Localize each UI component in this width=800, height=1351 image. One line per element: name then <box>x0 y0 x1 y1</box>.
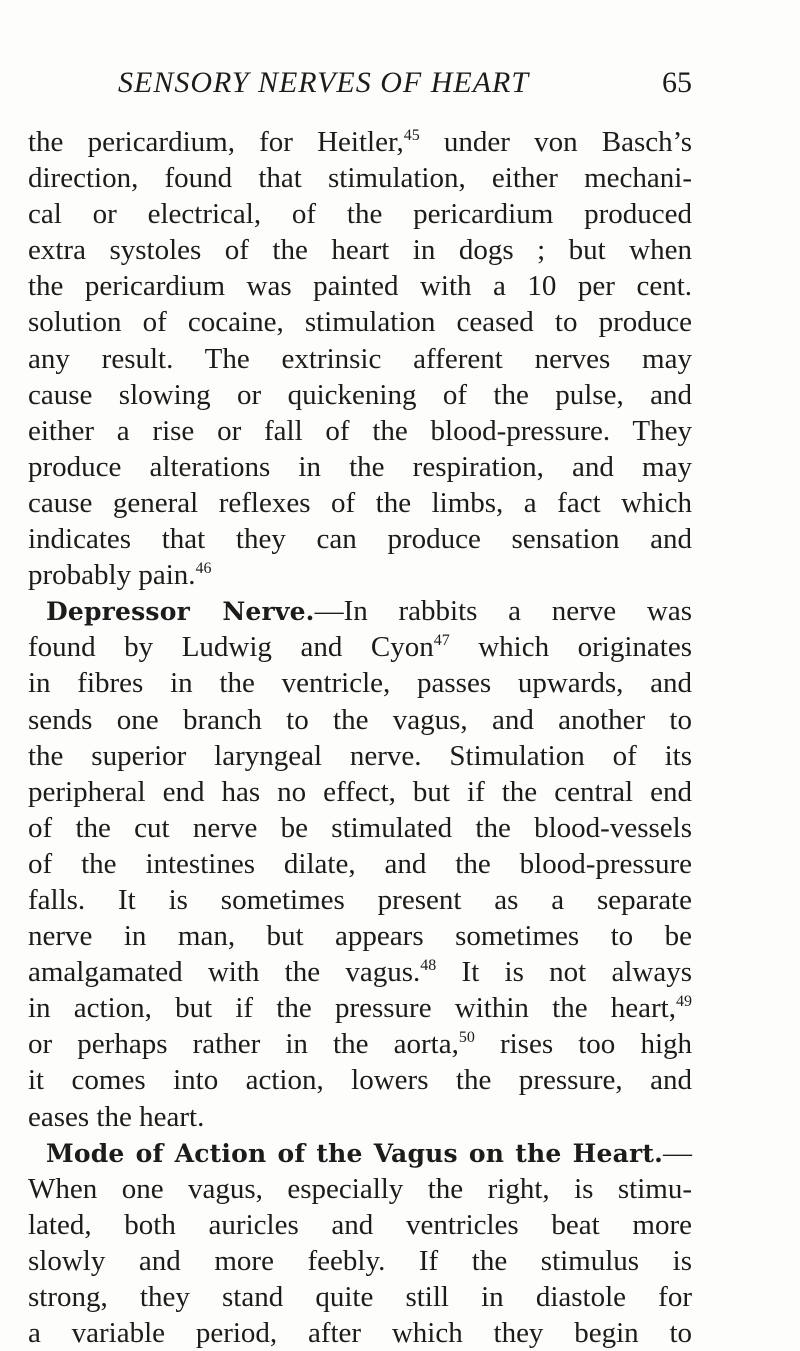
text-line <box>28 521 692 557</box>
text-run: the pericardium, for Heitler, <box>28 126 404 158</box>
text-run: either a rise or fall of the blood-pressure. They <box>28 414 692 447</box>
text-run: sends one branch to the vagus, and another to <box>28 703 692 736</box>
text-line <box>28 196 692 232</box>
text-run: cal or electrical, of the pericardium produced <box>28 198 692 231</box>
text-run: cause slowing or quickening of the pulse, and <box>28 378 692 411</box>
text-run: the superior laryngeal nerve. Stimulation of its <box>28 739 692 772</box>
text-line <box>28 304 692 340</box>
text-line <box>28 1171 692 1207</box>
text-run: peripheral end has no effect, but if the central end <box>28 775 692 808</box>
text-run: slowly and more feebly. If the stimulus is <box>28 1244 692 1277</box>
text-run: eases the heart. <box>28 1100 205 1133</box>
text-run: rises too high <box>474 1028 692 1061</box>
text-run: it comes into action, lowers the pressure, and <box>28 1064 692 1097</box>
text-line <box>28 629 692 665</box>
text-run: cause general reflexes of the limbs, a fact which <box>28 486 692 519</box>
text-run: lated, both auricles and ventricles beat more <box>28 1208 692 1241</box>
text-run: in action, but if the pressure within the heart, <box>28 992 676 1025</box>
text-run: any result. The extrinsic afferent nerves may <box>28 342 692 375</box>
text-line <box>28 1099 692 1135</box>
footnote-ref: 49 <box>676 993 692 1011</box>
text-line <box>28 1207 692 1243</box>
text-line <box>28 665 692 701</box>
text-line <box>28 846 692 882</box>
text-run: of the intestines dilate, and the blood-pressure <box>28 847 692 880</box>
text-line <box>28 449 692 485</box>
text-run: extra systoles of the heart in dogs ; but when <box>28 234 692 267</box>
text-line <box>28 124 692 160</box>
text-line <box>28 990 692 1026</box>
text-run: direction, found that stimulation, either mechani- <box>28 162 692 195</box>
text-line <box>28 882 692 918</box>
text-line <box>28 593 692 629</box>
body-text <box>28 124 692 1351</box>
text-run: found by Ludwig and Cyon <box>28 631 434 664</box>
section-heading: Depressor Nerve. <box>46 597 315 627</box>
text-line <box>28 954 692 990</box>
text-run: of the cut nerve be stimulated the blood-vessels <box>28 811 692 844</box>
text-line <box>28 485 692 521</box>
text-line <box>28 377 692 413</box>
text-run: strong, they stand quite still in diastole for <box>28 1281 692 1313</box>
page-number: 65 <box>662 66 692 99</box>
text-run: —In rabbits a nerve was <box>314 595 692 628</box>
section-heading: Mode of Action of the Vagus on the Heart. <box>46 1138 663 1168</box>
text-run: which originates <box>449 631 692 664</box>
text-line <box>28 1135 692 1171</box>
text-run: nerve in man, but appears sometimes to be <box>28 920 692 953</box>
text-run: probably pain. <box>28 559 196 592</box>
text-line <box>28 918 692 954</box>
footnote-ref: 50 <box>458 1029 475 1047</box>
text-line <box>28 232 692 268</box>
page-header <box>118 66 692 110</box>
text-run: It is not always <box>436 956 692 989</box>
footnote-ref: 47 <box>433 632 450 650</box>
text-line <box>28 160 692 196</box>
text-line <box>28 810 692 846</box>
running-head: SENSORY NERVES OF HEART <box>118 66 530 99</box>
footnote-ref: 46 <box>195 560 212 578</box>
text-run: — <box>663 1136 692 1169</box>
footnote-ref: 48 <box>420 957 437 975</box>
text-run: amalgamated with the vagus. <box>28 956 421 989</box>
text-run: a variable period, after which they begin to <box>28 1317 692 1350</box>
text-run: the pericardium was painted with a 10 per cent. <box>28 270 692 303</box>
text-line <box>28 1243 692 1279</box>
text-line <box>28 557 692 593</box>
text-line <box>28 1315 692 1351</box>
text-run: under von Basch’s <box>419 126 693 158</box>
footnote-ref: 45 <box>403 127 420 144</box>
text-run: in fibres in the ventricle, passes upwards, and <box>28 667 692 700</box>
text-run: When one vagus, especially the right, is stimu- <box>28 1172 692 1205</box>
text-line <box>28 702 692 738</box>
text-line <box>28 413 692 449</box>
text-line <box>28 268 692 304</box>
text-line <box>28 1026 692 1062</box>
text-line <box>28 1279 692 1315</box>
text-line <box>28 1062 692 1098</box>
text-line <box>28 738 692 774</box>
text-run: indicates that they can produce sensation and <box>28 523 692 556</box>
text-line <box>28 774 692 810</box>
text-run: solution of cocaine, stimulation ceased to produce <box>28 306 692 339</box>
text-run: or perhaps rather in the aorta, <box>28 1028 459 1061</box>
text-run: produce alterations in the respiration, and may <box>28 450 692 483</box>
text-run: falls. It is sometimes present as a separate <box>28 883 692 916</box>
text-line <box>28 341 692 377</box>
